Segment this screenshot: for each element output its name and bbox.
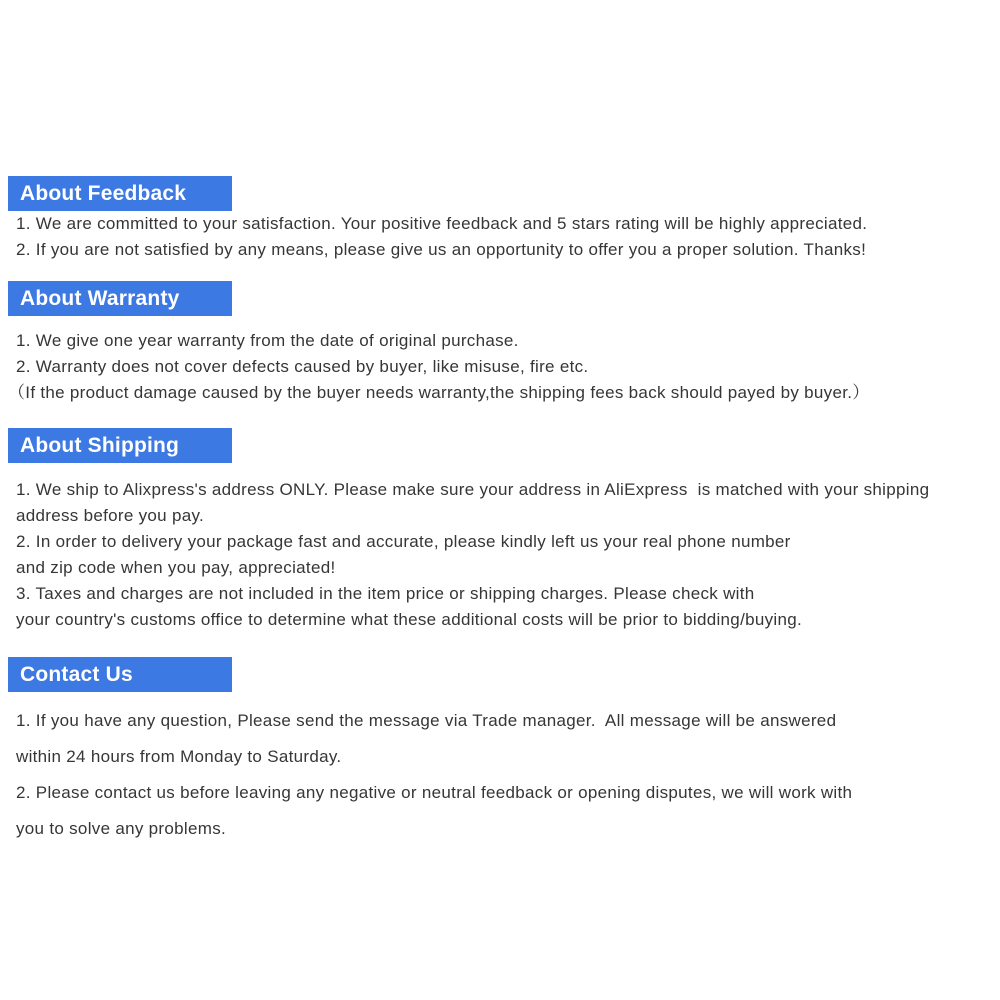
section-body-feedback (16, 211, 1000, 263)
section-header-feedback (8, 176, 232, 211)
section-body-contact (16, 703, 1000, 847)
body-line: 1. If you have any question, Please send the message via Trade manager. All message will be answered (16, 711, 837, 730)
body-line: 1. We are committed to your satisfaction. Your positive feedback and 5 stars rating will be highly appreciated. (16, 214, 868, 233)
body-line: within 24 hours from Monday to Saturday. (16, 747, 342, 766)
section-body-shipping (16, 477, 1000, 633)
body-line: 1. We give one year warranty from the date of original purchase. (16, 331, 519, 350)
body-line: address before you pay. (16, 506, 205, 525)
body-line: 2. Warranty does not cover defects caused by buyer, like misuse, fire etc. (16, 357, 589, 376)
body-line: your country's customs office to determine what these additional costs will be prior to bidding/buying. (16, 610, 803, 629)
section-body-warranty (8, 328, 1000, 406)
body-line: 1. We ship to Alixpress's address ONLY. Please make sure your address in AliExpress is matched with your shipping (16, 480, 930, 499)
body-line: 3. Taxes and charges are not included in the item price or shipping charges. Please check with (16, 584, 755, 603)
body-line: 2. Please contact us before leaving any negative or neutral feedback or opening disputes, we will work with (16, 783, 853, 802)
section-title: About Warranty (20, 286, 180, 310)
body-line: 2. If you are not satisfied by any means, please give us an opportunity to offer you a proper solution. Thanks! (16, 240, 867, 259)
section-title: Contact Us (20, 662, 133, 686)
section-title: About Feedback (20, 181, 187, 205)
section-header-contact (8, 657, 232, 692)
body-line: and zip code when you pay, appreciated! (16, 558, 336, 577)
section-header-warranty (8, 281, 232, 316)
section-title: About Shipping (20, 433, 180, 457)
section-header-shipping (8, 428, 232, 463)
body-line: you to solve any problems. (16, 819, 227, 838)
body-line: （If the product damage caused by the buyer needs warranty,the shipping fees back should payed by buyer.） (8, 383, 870, 402)
body-line: 2. In order to delivery your package fast and accurate, please kindly left us your real phone number (16, 532, 791, 551)
